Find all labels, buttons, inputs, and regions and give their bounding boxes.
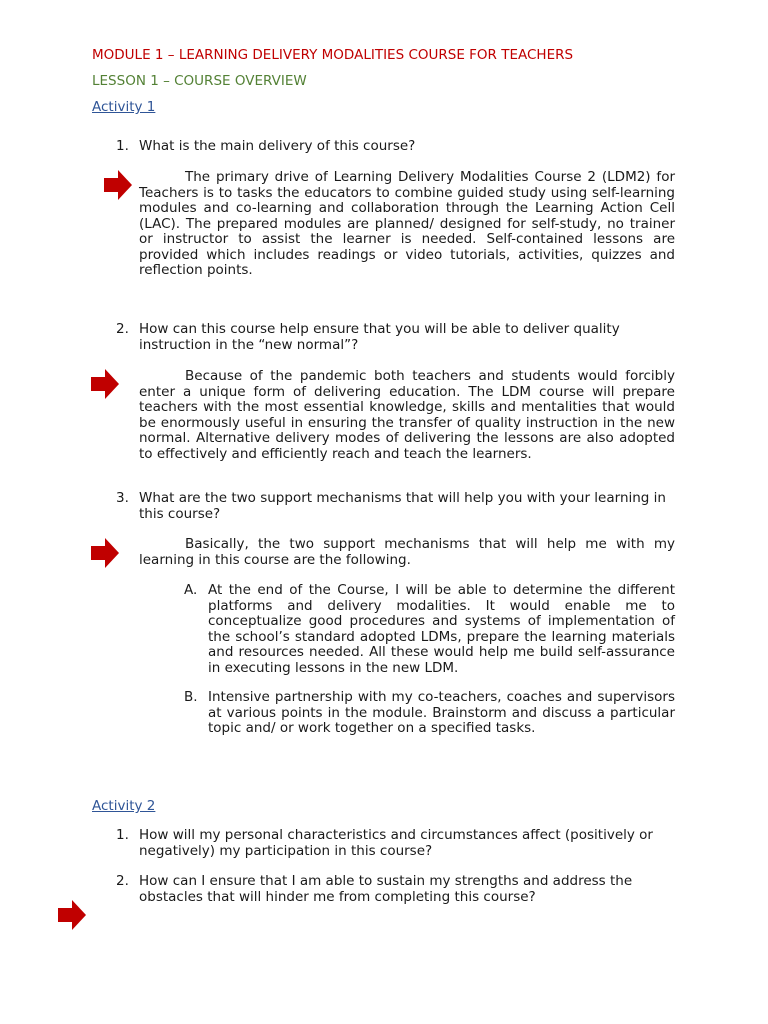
activity-2-question-2 — [116, 874, 676, 905]
answer-2: Because of the pandemic both teachers and students would forcibly enter a unique form of delivering education. The LDM course will prepare teachers with the most essential knowledge, skills and mentalities that would be enormously useful in ensuring the transfer of quality instruction in the new normal. Alternative delivery modes of delivering the lessons are also adopted to effectively and efficiently reach and teach the learners. — [139, 368, 675, 462]
red-arrow-icon — [91, 538, 119, 568]
question-text: How can I ensure that I am able to sustain my strengths and address the obstacles that will hinder me from completing this course? — [139, 873, 633, 905]
question-number: 2. — [116, 321, 129, 337]
sub-item-letter: B. — [184, 689, 198, 705]
sub-item-a — [184, 583, 675, 676]
activity-2-link[interactable]: Activity 2 — [92, 798, 156, 814]
question-1 — [116, 139, 676, 155]
question-number: 3. — [116, 490, 129, 506]
question-number: 1. — [116, 827, 129, 843]
red-arrow-icon — [104, 170, 132, 200]
question-text: What are the two support mechanisms that will help you with your learning in this course? — [139, 490, 666, 522]
red-arrow-icon — [91, 369, 119, 399]
activity-2-question-1 — [116, 828, 676, 859]
lesson-title: LESSON 1 – COURSE OVERVIEW — [92, 73, 307, 89]
red-arrow-icon — [58, 900, 86, 930]
question-text: How will my personal characteristics and circumstances affect (positively or negatively) my participation in this course? — [139, 827, 653, 859]
activity-1-link[interactable]: Activity 1 — [92, 99, 156, 115]
module-title: MODULE 1 – LEARNING DELIVERY MODALITIES COURSE FOR TEACHERS — [92, 47, 574, 63]
sub-item-text: Intensive partnership with my co-teachers, coaches and supervisors at various points in the module. Brainstorm and discuss a particular topic and/ or work together on a specified tasks. — [208, 689, 675, 736]
question-text: How can this course help ensure that you will be able to deliver quality instruction in the “new normal”? — [139, 321, 620, 353]
sub-item-letter: A. — [184, 582, 198, 598]
sub-item-b — [184, 690, 675, 737]
answer-3: Basically, the two support mechanisms that will help me with my learning in this course are the following. — [139, 536, 675, 568]
question-text: What is the main delivery of this course? — [139, 138, 416, 154]
answer-1: The primary drive of Learning Delivery Modalities Course 2 (LDM2) for Teachers is to tasks the educators to combine guided study using self-learning modules and co-learning and collaboration through the Learning Action Cell (LAC). The prepared modules are planned/ designed for self-study, no trainer or instructor to assist the learner is needed. Self-contained lessons are provided which includes readings or video tutorials, activities, quizzes and reflection points. — [139, 169, 675, 278]
sub-item-text: At the end of the Course, I will be able to determine the different platforms and delivery modalities. It would enable me to conceptualize good procedures and systems of implementation of the school’s standard adopted LDMs, prepare the learning materials and resources needed. All these would help me build self-assurance in executing lessons in the new LDM. — [208, 582, 675, 676]
question-number: 1. — [116, 138, 129, 154]
question-2 — [116, 322, 676, 353]
question-3 — [116, 491, 676, 522]
question-number: 2. — [116, 873, 129, 889]
